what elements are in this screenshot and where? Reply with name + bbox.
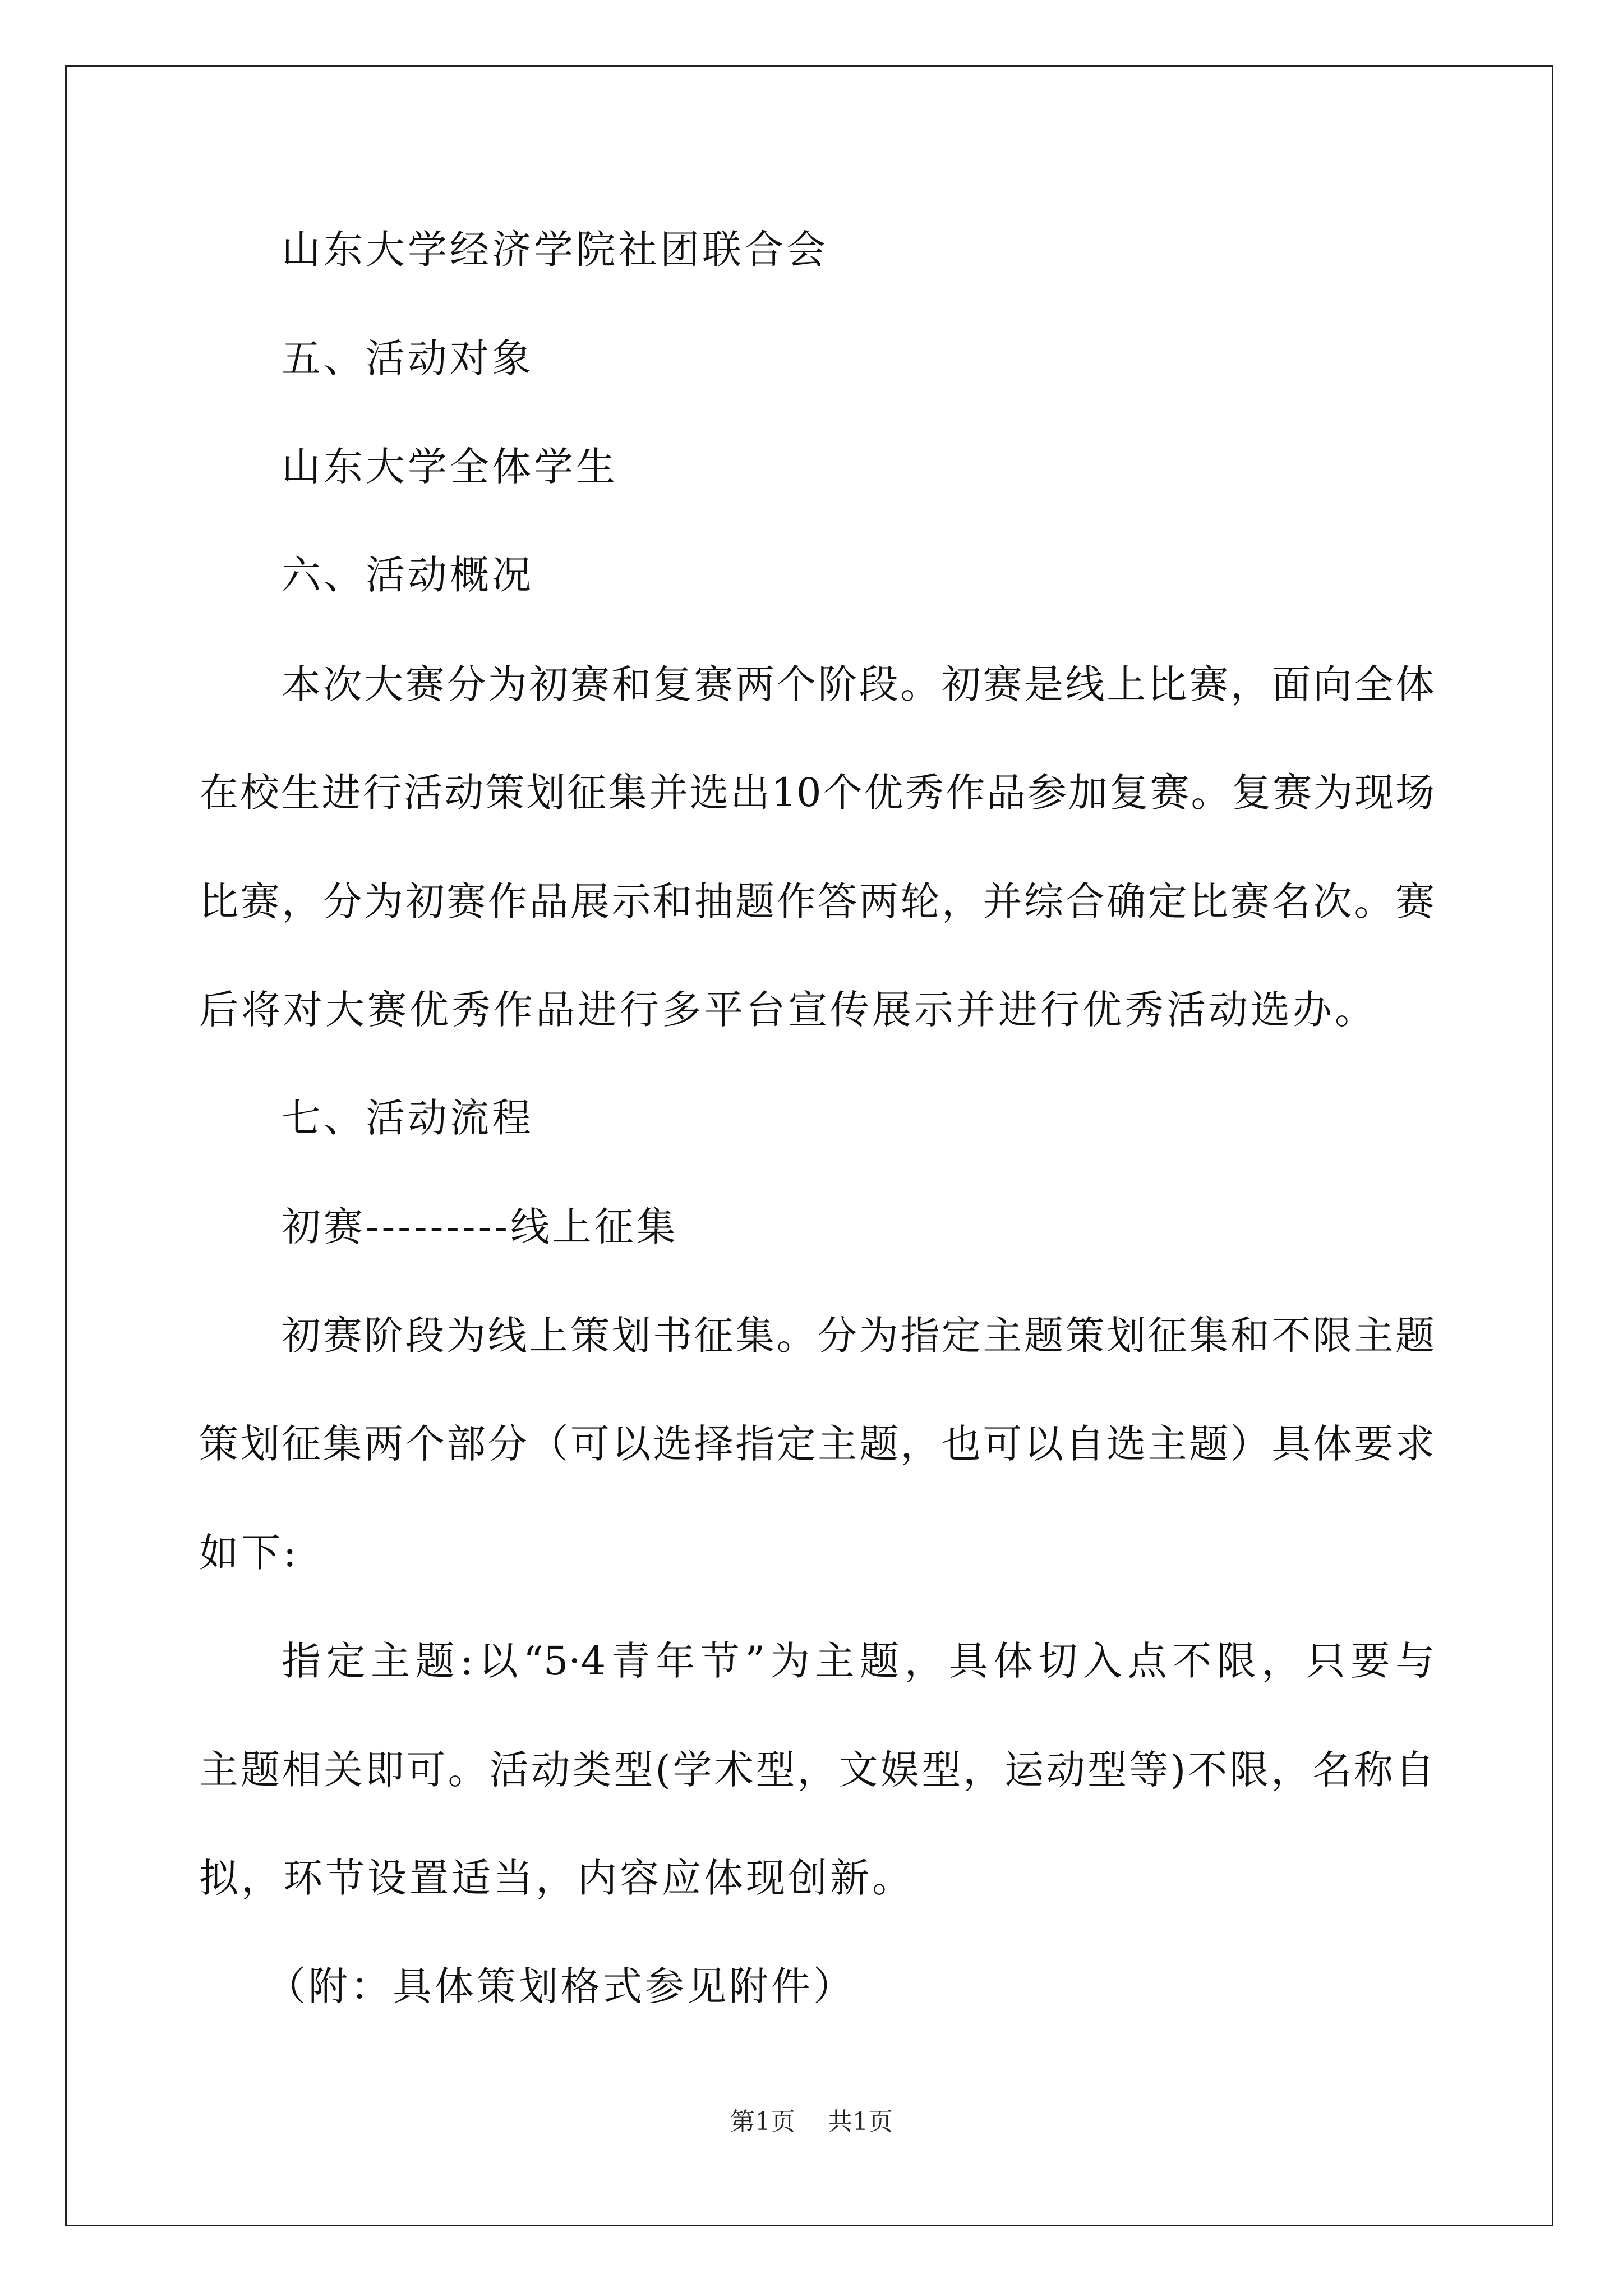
org-name: 山东大学经济学院社团联合会 <box>282 227 828 273</box>
section-heading-6: 六、活动概况 <box>282 552 534 598</box>
prelim-line-3: 如下: <box>199 1530 299 1576</box>
prelim-subheading: 初赛---------线上征集 <box>282 1204 679 1250</box>
page-footer <box>0 2105 1623 2139</box>
overview-line-1: 本次大赛分为初赛和复赛两个阶段。初赛是线上比赛，面向全体 <box>282 661 1435 707</box>
overview-line-3: 比赛，分为初赛作品展示和抽题作答两轮，并综合确定比赛名次。赛 <box>199 878 1435 924</box>
section-heading-5: 五、活动对象 <box>282 335 534 381</box>
audience-text: 山东大学全体学生 <box>282 444 618 490</box>
theme-line-2: 主题相关即可。活动类型(学术型，文娱型，运动型等)不限，名称自 <box>199 1747 1435 1793</box>
attachment-note: （附：具体策划格式参见附件） <box>266 1963 855 2009</box>
theme-line-3: 拟，环节设置适当，内容应体现创新。 <box>199 1855 914 1901</box>
overview-line-4: 后将对大赛优秀作品进行多平台宣传展示并进行优秀活动选办。 <box>199 987 1377 1033</box>
page-total: 共1页 <box>828 2108 893 2136</box>
section-heading-7: 七、活动流程 <box>282 1095 534 1141</box>
prelim-line-1: 初赛阶段为线上策划书征集。分为指定主题策划征集和不限主题 <box>282 1313 1435 1359</box>
page-number: 第1页 <box>730 2108 795 2136</box>
prelim-line-2: 策划征集两个部分（可以选择指定主题，也可以自选主题）具体要求 <box>199 1421 1435 1467</box>
theme-line-1: 指定主题:以“5·4青年节”为主题，具体切入点不限，只要与 <box>282 1638 1435 1684</box>
overview-line-2: 在校生进行活动策划征集并选出10个优秀作品参加复赛。复赛为现场 <box>199 770 1435 816</box>
